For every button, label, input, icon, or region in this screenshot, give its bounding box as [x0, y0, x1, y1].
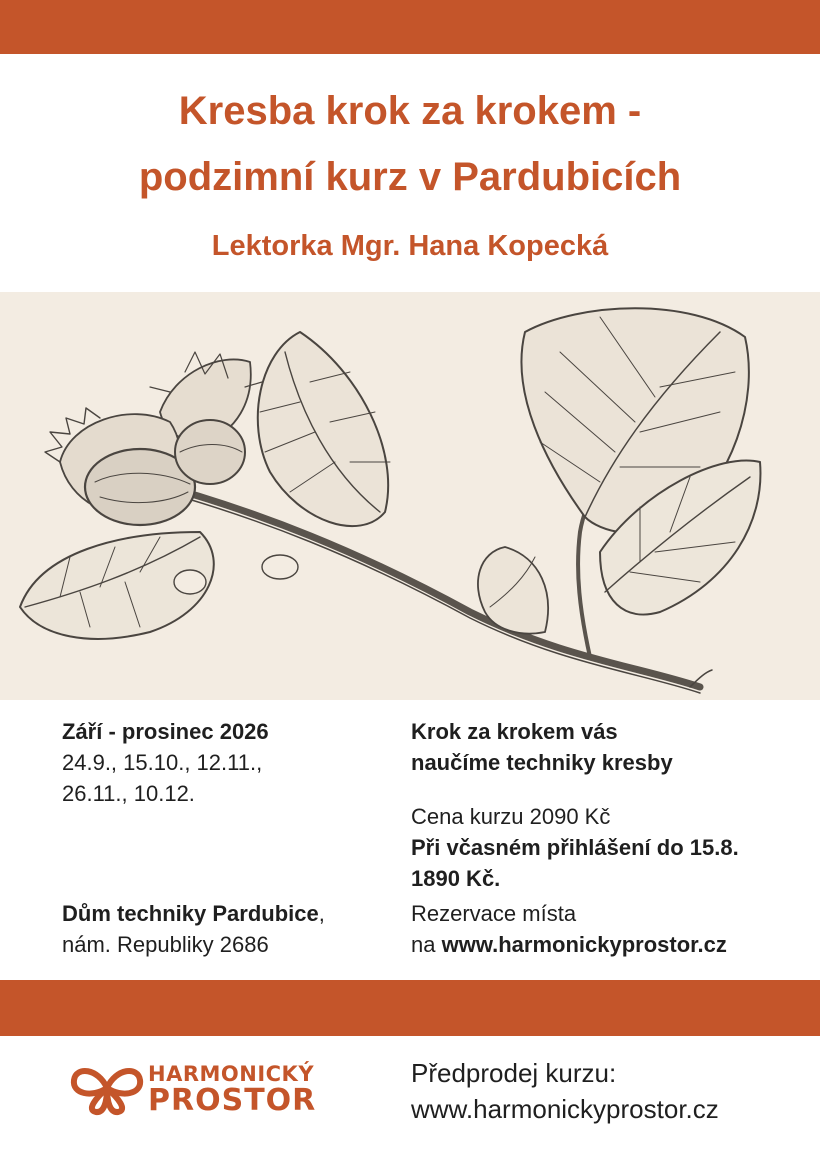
page-title-line-1: Kresba krok za krokem - — [178, 89, 642, 133]
harmonicky-prostor-logo — [68, 1058, 358, 1118]
tagline-line-1: Krok za krokem vás — [411, 719, 618, 744]
schedule-period: Září - prosinec 2026 — [62, 719, 269, 744]
course-tagline — [411, 716, 673, 778]
lecturer-subtitle: Lektorka Mgr. Hana Kopecká — [211, 230, 609, 262]
logo-text-line-1: HARMONICKÝ — [148, 1062, 315, 1086]
tagline-line-2: naučíme techniky kresby — [411, 750, 673, 775]
butterfly-icon — [68, 1058, 146, 1118]
early-registration-line-1: Při včasném přihlášení do 15.8. — [411, 835, 739, 860]
course-pricing — [411, 801, 739, 894]
early-registration-line-2: 1890 Kč. — [411, 866, 501, 891]
course-schedule — [62, 716, 269, 809]
reservation-info — [411, 898, 727, 960]
top-accent-band — [0, 0, 820, 54]
course-price: Cena kurzu 2090 Kč — [411, 804, 611, 829]
course-venue — [62, 898, 325, 960]
schedule-dates-line-1: 24.9., 15.10., 12.11., — [62, 750, 263, 775]
venue-name: Dům techniky Pardubice — [62, 901, 319, 926]
bottom-accent-band — [0, 980, 820, 1036]
reservation-label: Rezervace místa — [411, 901, 577, 926]
schedule-dates-line-2: 26.11., 10.12. — [62, 781, 195, 806]
presale-info — [411, 1055, 719, 1127]
venue-address: nám. Republiky 2686 — [62, 932, 269, 957]
hazelnut-drawing-image — [0, 292, 820, 700]
venue-name-suffix: , — [318, 901, 325, 926]
logo-text-line-2: PROSTOR — [148, 1083, 317, 1118]
reservation-link[interactable]: www.harmonickyprostor.cz — [441, 932, 727, 957]
presale-label: Předprodej kurzu: — [411, 1058, 617, 1088]
page-title-line-2: podzimní kurz v Pardubicích — [138, 155, 682, 199]
reservation-prefix: na — [411, 932, 442, 957]
presale-link[interactable]: www.harmonickyprostor.cz — [411, 1094, 719, 1124]
